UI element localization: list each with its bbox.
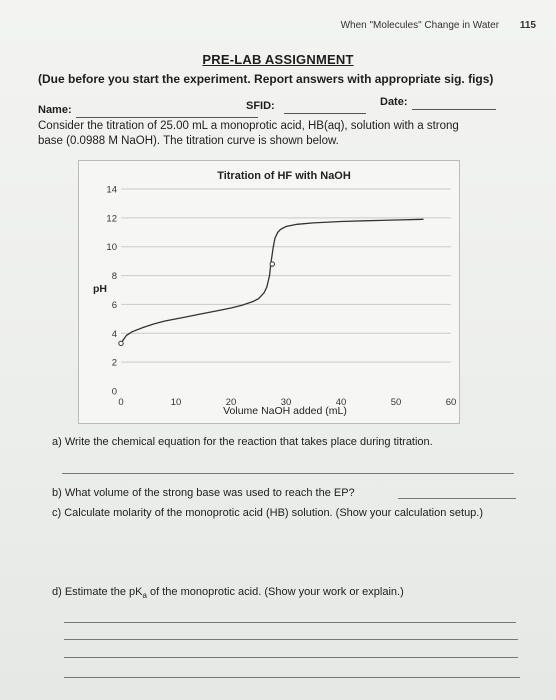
titration-curve-line: [121, 219, 424, 343]
sfid-field[interactable]: [284, 101, 366, 114]
x-tick-label-30: 30: [280, 397, 292, 408]
answer-line-d2[interactable]: [64, 639, 518, 640]
x-tick-label-0: 0: [118, 397, 124, 408]
chart-title: Titration of HF with NaOH: [217, 170, 351, 182]
x-axis-label: Volume NaOH added (mL): [223, 405, 347, 417]
x-tick-label-60: 60: [445, 397, 457, 408]
chart-svg: [79, 161, 459, 423]
titration-chart: [78, 160, 460, 424]
running-title: When "Molecules" Change in Water: [340, 20, 500, 31]
page-number: 115: [519, 20, 536, 31]
y-tick-label-14: 14: [106, 184, 117, 196]
page-title: PRE-LAB ASSIGNMENT: [202, 52, 354, 67]
y-tick-label-12: 12: [106, 213, 117, 225]
problem-intro: Consider the titration of 25.00 mL a monoprotic acid, HB(aq), solution with a strong base (0.0988 M NaOH). The titration curve is shown below.: [38, 120, 459, 147]
question-d-subscript: a: [142, 591, 147, 601]
question-c: c) Calculate molarity of the monoprotic acid (HB) solution. (Show your calculation setup.): [52, 507, 484, 519]
date-field[interactable]: [412, 97, 496, 110]
y-tick-label-6: 6: [111, 299, 117, 311]
y-tick-label-2: 2: [111, 357, 117, 369]
running-header: [341, 20, 536, 31]
page-subtitle: (Due before you start the experiment. Report answers with appropriate sig. figs): [38, 72, 494, 86]
question-d: [52, 586, 404, 600]
y-tick-label-4: 4: [111, 328, 117, 340]
x-tick-label-40: 40: [335, 397, 347, 408]
y-tick-label-10: 10: [106, 242, 117, 254]
answer-line-d3[interactable]: [64, 657, 518, 658]
x-tick-label-50: 50: [390, 397, 402, 408]
question-d-text-end: of the monoprotic acid. (Show your work or explain.): [146, 586, 404, 598]
y-tick-label-0: 0: [111, 386, 117, 398]
answer-line-a[interactable]: [62, 473, 514, 474]
y-tick-label-8: 8: [111, 271, 117, 283]
curve-marker-1: [270, 262, 274, 266]
name-label: Name:: [38, 104, 72, 116]
date-label: Date:: [380, 96, 408, 108]
question-d-text: d) Estimate the pK: [52, 586, 143, 598]
answer-line-d1[interactable]: [64, 622, 516, 623]
sfid-label: SFID:: [246, 100, 275, 112]
name-field[interactable]: [76, 105, 258, 118]
x-tick-label-20: 20: [225, 397, 237, 408]
answer-line-b[interactable]: [398, 498, 516, 499]
curve-marker-0: [119, 341, 123, 345]
x-tick-label-10: 10: [170, 397, 182, 408]
y-axis-label: pH: [93, 283, 107, 295]
question-a: a) Write the chemical equation for the reaction that takes place during titration.: [52, 436, 433, 448]
answer-line-d4[interactable]: [64, 677, 520, 678]
question-b: b) What volume of the strong base was used to reach the EP?: [52, 487, 355, 499]
